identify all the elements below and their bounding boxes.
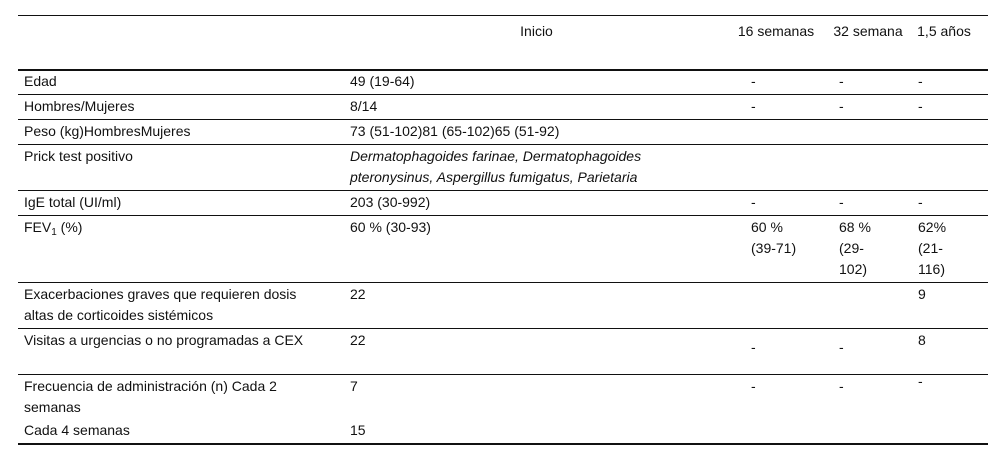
cell-1-5-anos: - — [918, 194, 923, 210]
row-divider — [18, 94, 988, 95]
cell-inicio: 8/14 — [350, 98, 378, 114]
cell-32-semana: - — [839, 339, 844, 355]
header-16-semanas: 16 semanas — [737, 23, 815, 39]
row-label-edad: Edad — [24, 73, 57, 89]
cell-16-semanas: - — [751, 378, 756, 394]
cell-32-semana: - — [839, 73, 844, 89]
row-label-hombres-mujeres: Hombres/Mujeres — [24, 98, 135, 114]
cell-1-5-anos: - — [918, 73, 923, 89]
row-divider — [18, 282, 988, 283]
row-divider — [18, 215, 988, 216]
cell-32-semana: - — [839, 194, 844, 210]
cell-1-5-anos: 9 — [918, 286, 926, 302]
cell-inicio: 203 (30-992) — [350, 194, 431, 210]
cell-16-semanas: - — [751, 339, 756, 355]
fev-label-main: FEV — [24, 219, 52, 235]
cell-inicio-allergens: Dermatophagoides farinae, Dermatophagoides pteronysinus, Aspergillus fumigatus, Parietaria — [350, 148, 642, 185]
cell-1-5-anos: - — [918, 373, 923, 389]
row-label-frecuencia: Frecuencia de administración (n) Cada 2 semanas — [24, 378, 277, 415]
fev-label-sub: 1 — [51, 227, 57, 238]
cell-16-semanas: 60 % (39-71) — [751, 219, 797, 256]
header-1-5-anos: 1,5 años — [917, 23, 971, 39]
row-divider — [18, 119, 988, 120]
cell-1-5-anos: 62% (21-116) — [918, 219, 947, 277]
cell-inicio: 22 — [350, 332, 366, 348]
table-top-rule — [18, 15, 988, 16]
header-inicio: Inicio — [520, 23, 553, 39]
row-divider — [18, 374, 988, 375]
cell-inicio: 7 — [350, 378, 358, 394]
table-bottom-rule — [18, 443, 988, 445]
row-label-exacerbaciones: Exacerbaciones graves que requieren dosis altas de corticoides sistémicos — [24, 286, 297, 323]
row-label-ige-total: IgE total (UI/ml) — [24, 194, 122, 210]
cell-inicio: 60 % (30-93) — [350, 219, 431, 235]
row-label-cada-4-semanas: Cada 4 semanas — [24, 422, 130, 438]
cell-16-semanas: - — [751, 98, 756, 114]
cell-32-semana: 68 % (29-102) — [839, 219, 871, 277]
cell-1-5-anos: - — [918, 98, 923, 114]
header-32-semana: 32 semana — [833, 23, 903, 39]
row-divider — [18, 328, 988, 329]
cell-1-5-anos: 8 — [918, 332, 926, 348]
cell-inicio: 22 — [350, 286, 366, 302]
cell-16-semanas: - — [751, 73, 756, 89]
cell-inicio: 15 — [350, 422, 366, 438]
cell-inicio: 49 (19-64) — [350, 73, 415, 89]
fev-label-tail: (%) — [56, 219, 83, 235]
cell-32-semana: - — [839, 98, 844, 114]
cell-inicio: 73 (51-102)81 (65-102)65 (51-92) — [350, 123, 560, 139]
row-label-peso: Peso (kg)HombresMujeres — [24, 123, 191, 139]
row-label-prick-test: Prick test positivo — [24, 148, 133, 164]
row-label-visitas-urgencias: Visitas a urgencias o no programadas a CEX — [24, 332, 304, 348]
cell-16-semanas: - — [751, 194, 756, 210]
cell-32-semana: - — [839, 378, 844, 394]
row-divider — [18, 144, 988, 145]
row-divider — [18, 190, 988, 191]
row-label-fev1 — [24, 217, 324, 238]
